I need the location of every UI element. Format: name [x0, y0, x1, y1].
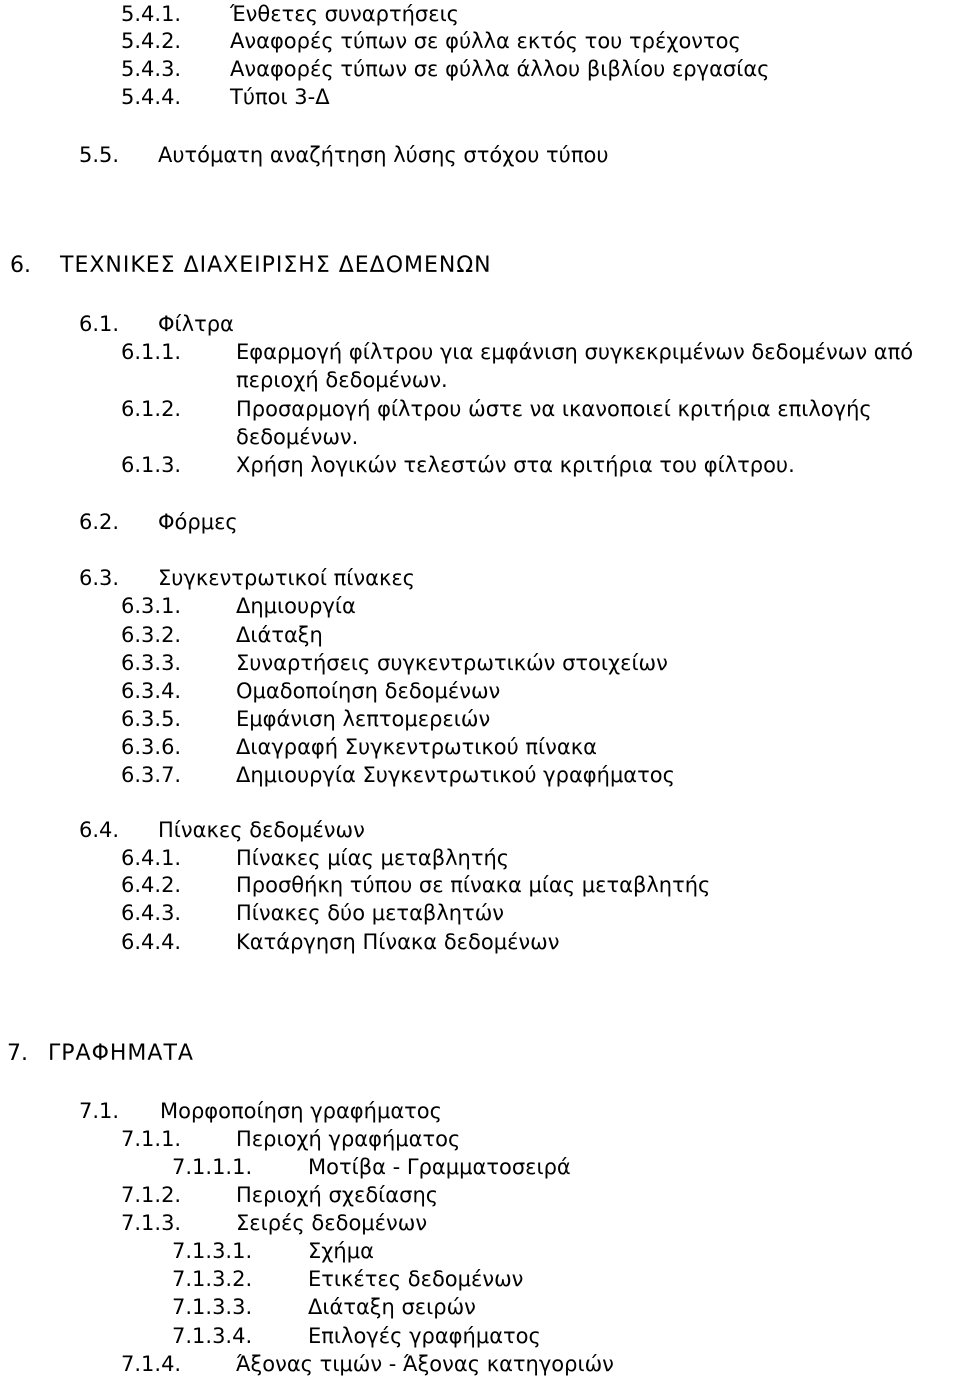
- toc-number: 6.3.3.: [121, 651, 182, 675]
- toc-number: 6.4.1.: [121, 846, 182, 870]
- toc-title: Φίλτρα: [158, 312, 234, 336]
- toc-title: Εμφάνιση λεπτομερειών: [236, 707, 491, 731]
- toc-title: Αυτόματη αναζήτηση λύσης στόχου τύπου: [158, 143, 609, 167]
- toc-number: 6.3.7.: [121, 763, 182, 787]
- toc-title: Σειρές δεδομένων: [236, 1211, 428, 1235]
- toc-number: 6.3.4.: [121, 679, 182, 703]
- toc-number: 5.4.4.: [121, 85, 182, 109]
- toc-number: 6.1.1.: [121, 340, 182, 364]
- toc-number: 6.: [10, 253, 31, 278]
- toc-title: Συναρτήσεις συγκεντρωτικών στοιχείων: [236, 651, 668, 675]
- toc-title: Διάταξη: [236, 623, 323, 647]
- toc-title: ΤΕΧΝΙΚΕΣ ΔΙΑΧΕΙΡΙΣΗΣ ΔΕΔΟΜΕΝΩΝ: [60, 253, 492, 278]
- toc-title: ΓΡΑΦΗΜΑΤΑ: [48, 1041, 194, 1066]
- toc-title: Χρήση λογικών τελεστών στα κριτήρια του φίλτρου.: [236, 453, 795, 477]
- toc-title: Σχήμα: [308, 1239, 374, 1263]
- toc-number: 6.4.: [79, 818, 120, 842]
- toc-title: Προσθήκη τύπου σε πίνακα μίας μεταβλητής: [236, 873, 711, 897]
- toc-title: Φόρμες: [158, 510, 238, 534]
- toc-number: 6.3.1.: [121, 594, 182, 618]
- toc-title: Ετικέτες δεδομένων: [308, 1267, 524, 1291]
- toc-title: Πίνακες δύο μεταβλητών: [236, 901, 505, 925]
- toc-title: Τύποι 3-Δ: [230, 85, 330, 109]
- toc-number: 7.1.: [79, 1099, 120, 1123]
- toc-number: 6.1.3.: [121, 453, 182, 477]
- toc-title: Συγκεντρωτικοί πίνακες: [158, 566, 415, 590]
- toc-title: Ένθετες συναρτήσεις: [230, 2, 460, 26]
- toc-number: 5.4.3.: [121, 57, 182, 81]
- toc-number: 5.5.: [79, 143, 120, 167]
- toc-number: 7.1.4.: [121, 1352, 182, 1376]
- toc-title: Ομαδοποίηση δεδομένων: [236, 679, 501, 703]
- toc-number: 6.4.2.: [121, 873, 182, 897]
- toc-number: 6.1.2.: [121, 397, 182, 421]
- toc-title-continuation: περιοχή δεδομένων.: [236, 368, 448, 392]
- toc-number: 5.4.2.: [121, 29, 182, 53]
- toc-title: Μοτίβα - Γραμματοσειρά: [308, 1155, 571, 1179]
- toc-title: Διάταξη σειρών: [308, 1295, 476, 1319]
- toc-title: Κατάργηση Πίνακα δεδομένων: [236, 930, 560, 954]
- toc-number: 6.3.: [79, 566, 120, 590]
- toc-number: 7.1.3.1.: [172, 1239, 253, 1263]
- toc-number: 6.3.6.: [121, 735, 182, 759]
- toc-number: 7.1.3.3.: [172, 1295, 253, 1319]
- toc-title: Αναφορές τύπων σε φύλλα άλλου βιβλίου εργασίας: [230, 57, 770, 81]
- toc-title: Προσαρμογή φίλτρου ώστε να ικανοποιεί κριτήρια επιλογής: [236, 397, 872, 421]
- toc-title: Διαγραφή Συγκεντρωτικού πίνακα: [236, 735, 597, 759]
- toc-number: 7.1.3.: [121, 1211, 182, 1235]
- toc-title: Περιοχή σχεδίασης: [236, 1183, 439, 1207]
- toc-number: 6.1.: [79, 312, 120, 336]
- toc-number: 7.1.3.2.: [172, 1267, 253, 1291]
- toc-title: Αναφορές τύπων σε φύλλα εκτός του τρέχοντος: [230, 29, 741, 53]
- toc-title: Περιοχή γραφήματος: [236, 1127, 461, 1151]
- toc-title: Πίνακες δεδομένων: [158, 818, 365, 842]
- toc-number: 7.1.3.4.: [172, 1324, 253, 1348]
- toc-title-continuation: δεδομένων.: [236, 425, 359, 449]
- toc-number: 6.4.3.: [121, 901, 182, 925]
- toc-title: Πίνακες μίας μεταβλητής: [236, 846, 510, 870]
- toc-number: 5.4.1.: [121, 2, 182, 26]
- toc-number: 6.3.5.: [121, 707, 182, 731]
- toc-number: 7.1.1.: [121, 1127, 182, 1151]
- toc-number: 7.1.2.: [121, 1183, 182, 1207]
- toc-title: Εφαρμογή φίλτρου για εμφάνιση συγκεκριμένων δεδομένων από: [236, 340, 914, 364]
- toc-title: Επιλογές γραφήματος: [308, 1324, 541, 1348]
- toc-number: 6.4.4.: [121, 930, 182, 954]
- toc-number: 6.3.2.: [121, 623, 182, 647]
- toc-number: 7.1.1.1.: [172, 1155, 253, 1179]
- toc-title: Μορφοποίηση γραφήματος: [160, 1099, 442, 1123]
- toc-title: Δημιουργία: [236, 594, 356, 618]
- toc-number: 6.2.: [79, 510, 120, 534]
- toc-number: 7.: [7, 1041, 28, 1066]
- toc-title: Δημιουργία Συγκεντρωτικού γραφήματος: [236, 763, 675, 787]
- toc-title: Άξονας τιμών - Άξονας κατηγοριών: [236, 1352, 614, 1376]
